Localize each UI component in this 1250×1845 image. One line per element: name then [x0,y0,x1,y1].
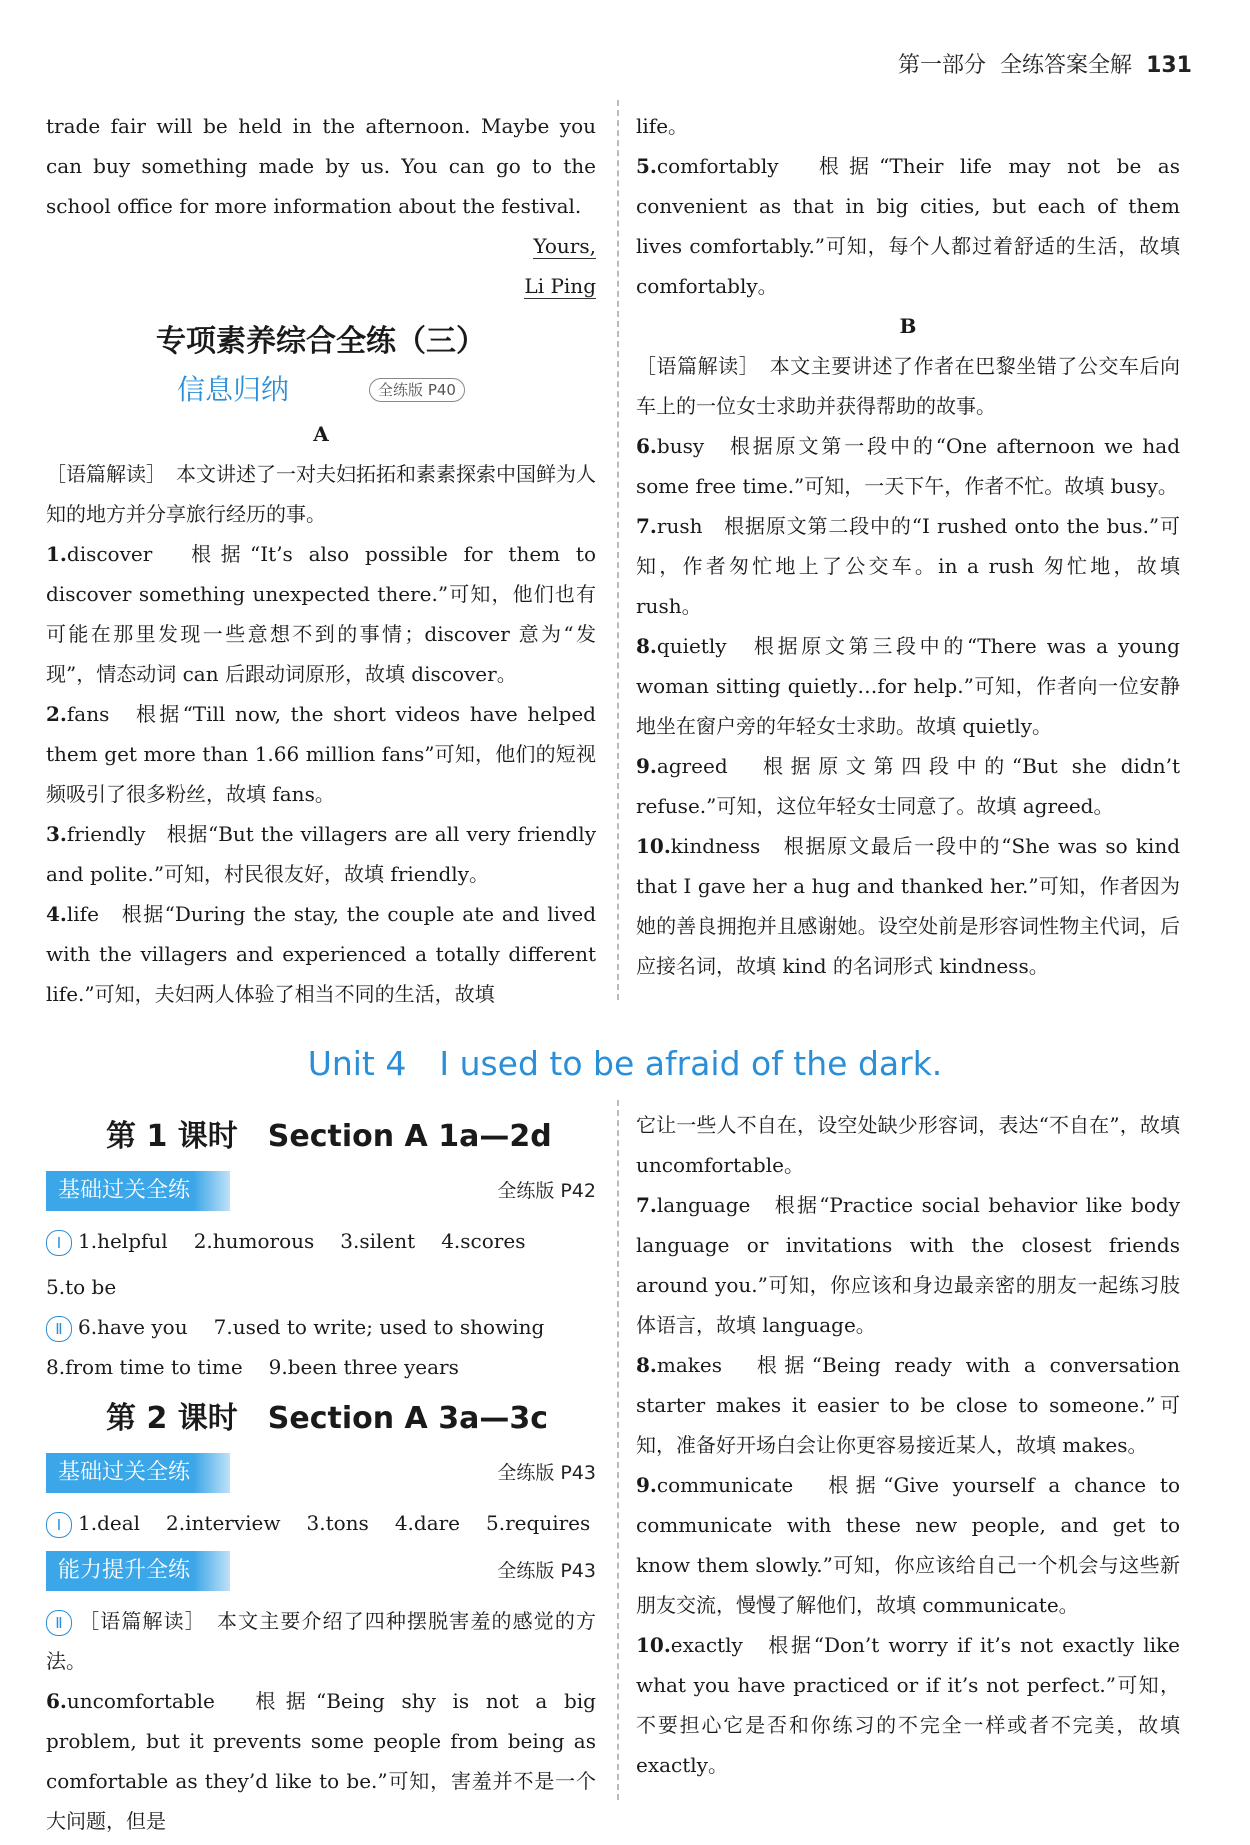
section-bar-2 [46,1453,596,1493]
passage-intro: Ⅱ ［语篇解读］ 本文主要介绍了四种摆脱害羞的感觉的方法。 [46,1609,596,1673]
roman-numeral-icon: Ⅰ [46,1512,72,1538]
roman-numeral-icon: Ⅱ [46,1610,72,1636]
answer-row: Ⅰ 1.deal 2.interview 3.tons 4.dare 5.requires [46,1503,596,1543]
bar-label: 基础过关全练 [46,1453,230,1493]
passage-intro-b: ［语篇解读］ 本文主要讲述了作者在巴黎坐错了公交车后向车上的一位女士求助并获得帮助的故事。 [636,354,1180,418]
lesson-title-1: 第 1 课时 Section A 1a—2d [106,1119,552,1154]
page-header [898,48,1192,79]
bar-ref: 全练版 P42 [497,1180,596,1202]
answer-item: 3.friendly 根据“But the villagers are all very friendly and polite.”可知，村民很友好，故填 friendly。 [46,822,596,886]
part-b-label: B [899,314,917,338]
bar-label: 基础过关全练 [46,1171,230,1211]
roman-numeral-icon: Ⅰ [46,1230,72,1256]
section-title: 专项素养综合全练（三） [156,324,486,359]
answer-item: 10.kindness 根据原文最后一段中的“She was so kind that I gave her a hug and thanked her.”可知，作者因为她的善良拥抱并且感谢她。设空处前是形容词性物主代词，后应接名词，故填 kind 的名词形式 kindness。 [636,834,1180,978]
answer-item: 10.exactly 根据“Don’t worry if it’s not exactly like what you have practiced or if it’s not perfect.”可知，不要担心它是否和你练习的不完全一样或者不完美，故填 exactly。 [636,1633,1180,1777]
column-divider-bottom [617,1100,619,1800]
continued-text: life。 [636,114,689,138]
answer-row: Ⅰ 1.helpful 2.humorous 3.silent 4.scores 5.to be [46,1229,526,1299]
answer-row: 8.from time to time 9.been three years [46,1355,459,1379]
answer-item: 7.language 根据“Practice social behavior like body language or invitations with the closest friends around you.”可知，你应该和身边最亲密的朋友一起练习肢体语言，故填 language。 [636,1193,1180,1337]
continued-text: 它让一些人不自在，设空处缺少形容词，表达“不自在”，故填 uncomfortable。 [636,1113,1180,1177]
bar-ref: 全练版 P43 [497,1560,596,1582]
answer-item: 8.makes 根据“Being ready with a conversation starter makes it easier to be close to someone.”可知，准备好开场白会让你更容易接近某人，故填 makes。 [636,1353,1180,1457]
top-left-column [46,106,596,1014]
answer-item: 8.quietly 根据原文第三段中的“There was a young woman sitting quietly…for help.”可知，作者向一位安静地坐在窗户旁的年轻女士求助。故填 quietly。 [636,634,1180,738]
bar-ref: 全练版 P43 [497,1462,596,1484]
letter-closing: Yours, [533,234,596,258]
header-part: 第一部分 [898,53,987,78]
column-divider-top [617,100,619,1000]
subtitle: 信息归纳 [177,373,290,406]
page-number: 131 [1146,53,1192,78]
top-right-column [636,106,1180,986]
ref-tag: 全练版 P40 [369,378,465,402]
header-book: 全练答案全解 [1000,53,1133,78]
roman-numeral-icon: Ⅱ [46,1316,72,1342]
letter-text: trade fair will be held in the afternoon. Maybe you can buy something made by us. You can go to the school office for more information about the festival. [46,114,596,218]
answer-item: 5.comfortably 根据“Their life may not be as convenient as that in big cities, but each of them lives comfortably.”可知，每个人都过着舒适的生活，故填 comfortably。 [636,154,1180,298]
answer-item: 9.agreed 根据原文第四段中的“But she didn’t refuse.”可知，这位年轻女士同意了。故填 agreed。 [636,754,1180,818]
lesson-title-2: 第 2 课时 Section A 3a—3c [106,1401,548,1436]
answer-row: Ⅱ 6.have you 7.used to write; used to showing [46,1307,596,1347]
answer-item: 7.rush 根据原文第二段中的“I rushed onto the bus.”可知，作者匆忙地上了公交车。in a rush 匆忙地，故填 rush。 [636,514,1180,618]
bottom-right-column [636,1105,1180,1785]
bar-label: 能力提升全练 [46,1551,230,1591]
passage-intro-a: ［语篇解读］ 本文讲述了一对夫妇拓拓和素素探索中国鲜为人知的地方并分享旅行经历的事。 [46,462,596,526]
answer-item: 4.life 根据“During the stay, the couple ate and lived with the villagers and experienced a totally different life.”可知，夫妇两人体验了相当不同的生活，故填 [46,902,596,1006]
answer-item: 9.communicate 根据“Give yourself a chance to communicate with these new people, and get to know them slowly.”可知，你应该给自己一个机会与这些新朋友交流，慢慢了解他们，故填 communicate。 [636,1473,1180,1617]
answer-item: 6.busy 根据原文第一段中的“One afternoon we had some free time.”可知，一天下午，作者不忙。故填 busy。 [636,434,1180,498]
section-bar-3 [46,1551,596,1591]
answer-item: 2.fans 根据“Till now, the short videos have helped them get more than 1.66 million fans”可知，他们的短视频吸引了很多粉丝，故填 fans。 [46,702,596,806]
answer-item: 6.uncomfortable 根据“Being shy is not a big problem, but it prevents some people from being as comfortable as they’d like to be.”可知，害羞并不是一个大问题，但是 [46,1689,596,1833]
unit-title: Unit 4 I used to be afraid of the dark. [307,1044,943,1083]
bottom-left-column [46,1105,596,1841]
letter-signature: Li Ping [524,274,596,298]
subtitle-row [46,370,596,410]
answer-item: 1.discover 根据“It’s also possible for them to discover something unexpected there.”可知，他们也有可能在那里发现一些意想不到的事情；discover 意为“发现”，情态动词 can 后跟动词原形，故填 discover。 [46,542,596,686]
section-bar-1 [46,1171,596,1211]
part-a-label: A [313,422,329,446]
